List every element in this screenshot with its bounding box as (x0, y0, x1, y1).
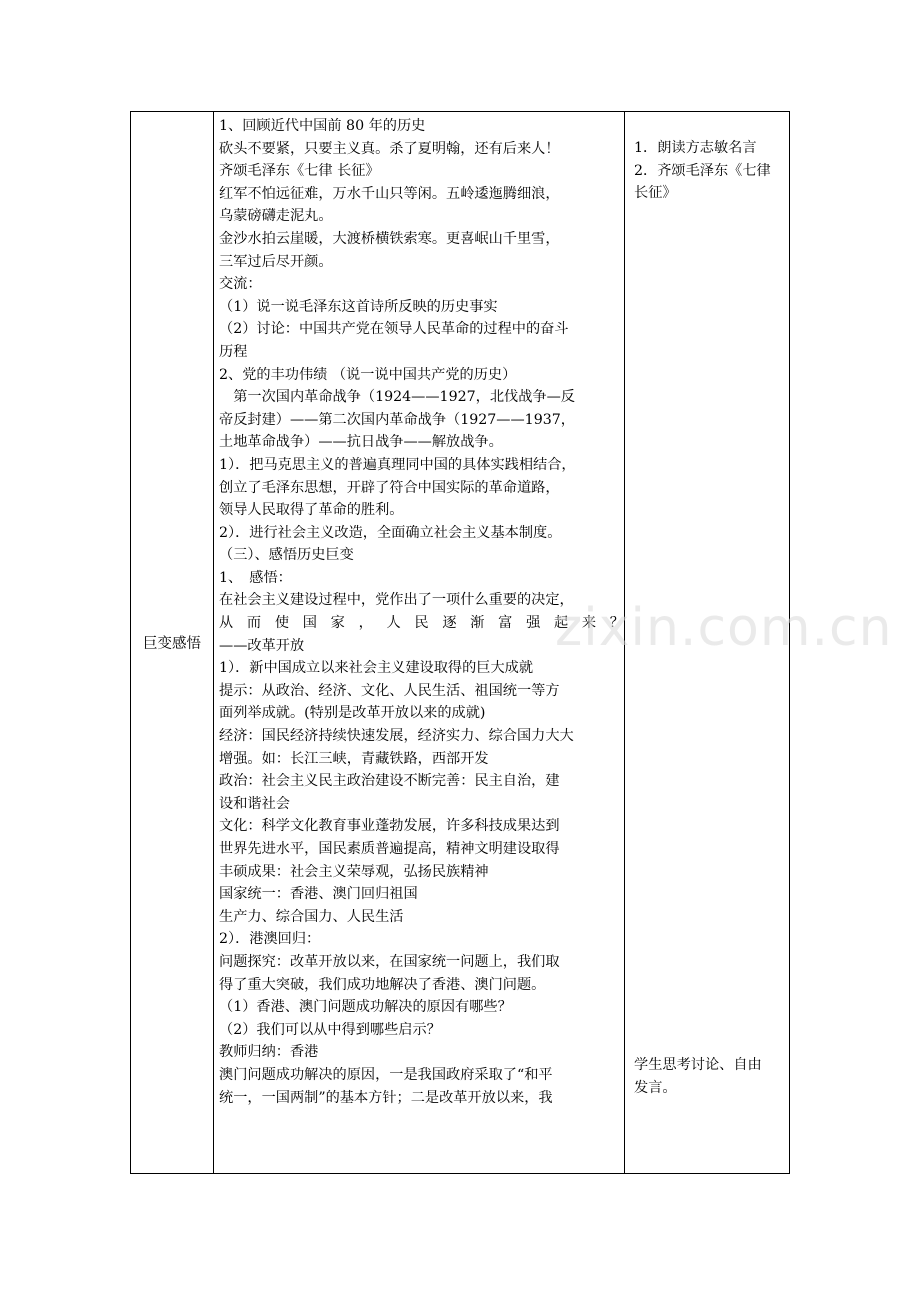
row-label: 巨变感悟 (143, 636, 201, 652)
text-line: 从 而 使 国 家 ， 人 民 逐 渐 富 强 起 来 ？ (219, 615, 624, 632)
text-line: 1）．新中国成立以来社会主义建设取得的巨大成就 (219, 660, 534, 677)
activity-group-reading (634, 137, 784, 205)
text-line: 1、 感悟： (219, 569, 292, 586)
column-divider (624, 112, 625, 1173)
activity-group-discussion (634, 1054, 784, 1099)
text-line: 2．齐颂毛泽东《七律 (634, 162, 771, 179)
row-label-cell (131, 112, 213, 1173)
text-line: 1、回顾近代中国前 80 年的历史 (219, 118, 426, 134)
text-line: 丰硕成果：社会主义荣辱观，弘扬民族精神 (219, 863, 489, 880)
text-line: 政治：社会主义民主政治建设不断完善：民主自治，建 (219, 773, 560, 790)
column-divider (213, 112, 214, 1173)
text-line: 2、党的丰功伟绩 （说一说中国共产党的历史） (219, 366, 517, 383)
text-line: ——改革开放 (219, 637, 305, 654)
text-line: （三）、感悟历史巨变 (219, 547, 354, 564)
text-line: （1）说一说毛泽东这首诗所反映的历史事实 (219, 298, 498, 315)
lesson-table (130, 111, 790, 1174)
text-line: （2）讨论：中国共产党在领导人民革命的过程中的奋斗 (219, 321, 569, 338)
text-line: 教师归纳：香港 (219, 1044, 319, 1061)
text-line: 乌蒙磅礴走泥丸。 (219, 208, 333, 225)
text-line: 文化：科学文化教育事业蓬勃发展，许多科技成果达到 (219, 818, 560, 835)
text-line: 金沙水拍云崖暖，大渡桥横铁索寒。更喜岷山千里雪， (219, 230, 560, 247)
text-line: 国家统一：香港、澳门回归祖国 (219, 886, 418, 903)
text-line: 问题探究：改革开放以来，在国家统一问题上，我们取 (219, 953, 560, 970)
text-line: 红军不怕远征难，万水千山只等闲。五岭逶迤腾细浪， (219, 185, 560, 202)
text-line: 经济：国民经济持续快速发展，经济实力、综合国力大大 (219, 728, 574, 745)
text-line: 设和谐社会 (219, 795, 290, 812)
text-line: 三军过后尽开颜。 (219, 253, 333, 270)
text-line: 增强。如：长江三峡，青藏铁路，西部开发 (219, 750, 489, 767)
text-line: 面列举成就。(特别是改革开放以来的成就) (219, 705, 486, 722)
text-line: 澳门问题成功解决的原因，一是我国政府采取了“和平 (219, 1066, 553, 1083)
student-activity-cell (634, 137, 784, 1096)
teaching-content-cell (219, 115, 624, 1109)
text-line: 领导人民取得了革命的胜利。 (219, 502, 404, 519)
text-line: 2）．进行社会主义改造，全面确立社会主义基本制度。 (219, 524, 562, 541)
text-line: 在社会主义建设过程中，党作出了一项什么重要的决定， (219, 592, 574, 609)
text-line: 学生思考讨论、自由 (634, 1057, 762, 1073)
text-line: 生产力、综合国力、人民生活 (219, 908, 404, 925)
text-line: 砍头不要紧，只要主义真。杀了夏明翰，还有后来人！ (219, 140, 560, 157)
text-line: 创立了毛泽东思想，开辟了符合中国实际的革命道路， (219, 479, 560, 496)
text-line: 第一次国内革命战争（1924——1927，北伐战争—反 (219, 389, 575, 406)
text-line: 2）．港澳回归： (219, 931, 321, 948)
text-line: 得了重大突破，我们成功地解决了香港、澳门问题。 (219, 976, 546, 993)
text-line: 1）．把马克思主义的普遍真理同中国的具体实践相结合， (219, 456, 576, 473)
text-line: 世界先进水平，国民素质普遍提高，精神文明建设取得 (219, 841, 560, 857)
text-line: （1）香港、澳门问题成功解决的原因有哪些？ (219, 999, 512, 1016)
text-line: （2）我们可以从中得到哪些启示？ (219, 1021, 441, 1038)
text-line: 土地革命战争）——抗日战争——解放战争。 (219, 434, 503, 451)
text-line: 历程 (219, 343, 248, 360)
text-line: 齐颂毛泽东《七律 长征》 (219, 163, 380, 180)
text-line: 提示：从政治、经济、文化、人民生活、祖国统一等方 (219, 682, 560, 699)
text-line: 长征》 (634, 185, 677, 202)
text-line: 交流： (219, 276, 262, 293)
watermark: zixin.com.cn (555, 598, 893, 658)
text-line: 帝反封建）——第二次国内革命战争（1927——1937， (219, 411, 575, 428)
text-line: 统一，一国两制”的基本方针；二是改革开放以来，我 (219, 1089, 553, 1106)
text-line: 1．朗读方志敏名言 (634, 140, 757, 156)
text-line: 发言。 (634, 1079, 677, 1096)
